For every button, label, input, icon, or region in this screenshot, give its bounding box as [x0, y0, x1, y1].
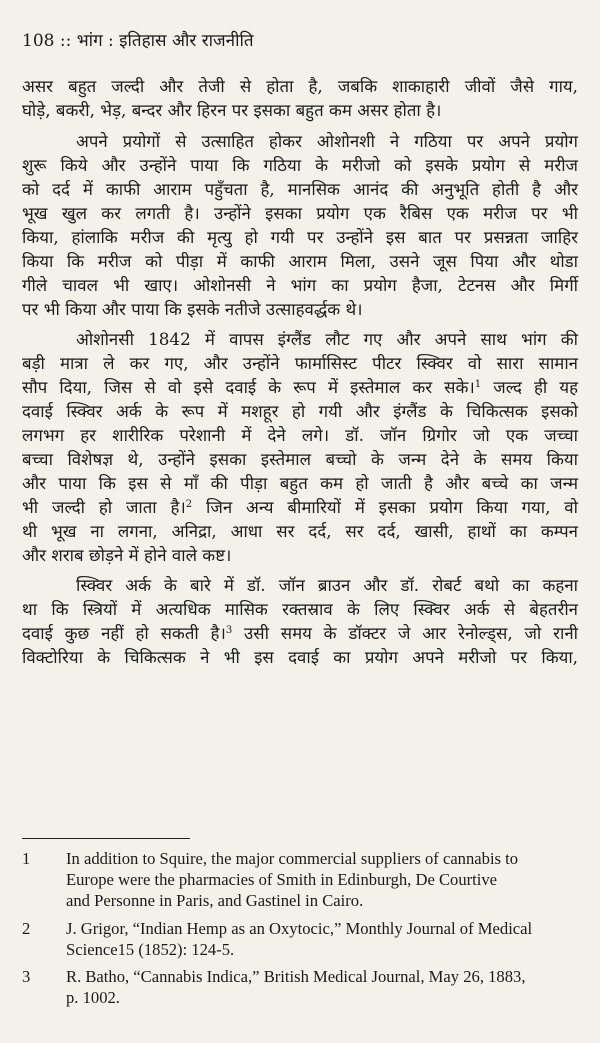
footnote-number: 2 — [22, 919, 31, 938]
body-line-text: बच्चा विशेषज्ञ थे, उन्होंने इसका इस्तेमाल बच्चो के जन्म देने के समय किया — [22, 449, 578, 469]
body-line — [76, 327, 578, 351]
footnote-reference[interactable]: 2 — [185, 499, 193, 510]
body-line — [22, 201, 578, 225]
body-line-text: बड़ी मात्रा ले कर गए, और उन्होंने फार्मासिस्ट पीटर स्क्विर वो सारा सामान — [22, 353, 578, 373]
footnote-reference[interactable]: 1 — [474, 379, 482, 390]
body-line — [22, 297, 578, 321]
footnote-text — [66, 966, 578, 1008]
body-line — [22, 399, 578, 423]
body-line-text: था कि स्त्रियों में अत्यधिक मासिक रक्तस्राव के लिए स्क्विर अर्क से बेहतरीन — [22, 599, 578, 619]
body-line-text: स्क्विर अर्क के बारे में डॉ. जॉन ब्राउन और डॉ. रोबर्ट बथो का कहना — [76, 575, 578, 595]
body-line — [22, 375, 578, 399]
body-line — [22, 645, 578, 669]
body-line-text: को दर्द में काफी आराम पहुँचता है, मानसिक आनंद की अनुभूति होती है और — [22, 179, 578, 199]
page-number: 108 — [22, 31, 55, 51]
footnote-line: and Personne in Paris, and Gastinel in Cairo. — [66, 891, 364, 910]
footnote-number: 3 — [22, 967, 31, 986]
body-line-text: उसी समय के डॉक्टर जे आर रेनोल्ड्स, जो रानी — [232, 623, 578, 643]
body-line-text: भी जल्दी हो जाता है। — [22, 497, 186, 517]
body-line — [22, 423, 578, 447]
body-line — [22, 249, 578, 273]
body-line-text: असर बहुत जल्दी और तेजी से होता है, जबकि शाकाहारी जीवों जैसे गाय, — [22, 76, 578, 96]
body-line-text: और पाया कि इस से माँ की पीड़ा बहुत कम हो जाती है और बच्चे का जन्म — [22, 473, 578, 493]
body-line-text: गीले चावल भी खाए। ओशोनसी ने भांग का प्रयोग हैजा, टेटनस और मिर्गी — [22, 275, 578, 295]
body-line — [22, 74, 578, 98]
body-line — [22, 471, 578, 495]
body-line-text: दवाई कुछ नहीं हो सकती है। — [22, 623, 226, 643]
body-line-text: किया कि मरीज को पीड़ा में काफी आराम मिला, उसने जूस पिया और थोडा — [22, 251, 578, 271]
body-line — [22, 447, 578, 471]
body-line — [22, 177, 578, 201]
body-line-text: ओशोनसी 1842 में वापस इंग्लैंड लौट गए और अपने साथ भांग की — [76, 329, 578, 349]
footnote-reference[interactable]: 3 — [225, 625, 233, 636]
body-line-text: अपने प्रयोगों से उत्साहित होकर ओशोनशी ने गठिया पर अपने प्रयोग — [76, 131, 578, 151]
body-line-text: पर भी किया और पाया कि इसके नतीजे उत्साहवर्द्धक थे। — [22, 299, 363, 319]
body-line — [22, 351, 578, 375]
body-line-text: शुरू किये और उन्होंने पाया कि गठिया के मरीजो को इसके प्रयोग से मरीज — [22, 155, 578, 175]
running-title: :: भांग : इतिहास और राजनीति — [59, 31, 254, 51]
body-line — [22, 597, 578, 621]
footnote-line: Science15 (1852): 124-5. — [66, 940, 235, 959]
footnote-line: In addition to Squire, the major commercial suppliers of cannabis to — [66, 849, 519, 868]
body-line-text: थी भूख ना लगना, अनिद्रा, आधा सर दर्द, सर दर्द, खासी, हाथों का कम्पन — [22, 521, 578, 541]
body-line — [22, 98, 578, 122]
footnote-line: p. 1002. — [66, 988, 120, 1007]
body-line-text: दवाई स्क्विर अर्क के रूप में मशहूर हो गयी और इंग्लैंड के चिकित्सक इसको — [22, 401, 578, 421]
running-header — [22, 30, 254, 52]
body-line-text: किया, हांलाकि मरीज की मृत्यु हो गयी पर उन्होंने इस बात पर प्रसन्नता जाहिर — [22, 227, 578, 247]
footnote-line: J. Grigor, “Indian Hemp as an Oxytocic,” Monthly Journal of Medical — [66, 919, 533, 938]
body-line — [22, 495, 578, 519]
footnote-line: R. Batho, “Cannabis Indica,” British Medical Journal, May 26, 1883, — [66, 967, 526, 986]
body-line-text: विक्टोरिया के चिकित्सक ने भी इस दवाई का प्रयोग अपने मरीजो पर किया, — [22, 647, 578, 667]
body-line — [22, 273, 578, 297]
footnote-text — [66, 918, 578, 960]
body-line — [76, 573, 578, 597]
footnote-line: Europe were the pharmacies of Smith in Edinburgh, De Courtive — [66, 870, 498, 889]
body-line-text: जल्द ही यह — [481, 377, 578, 397]
footnote-separator — [22, 838, 190, 839]
body-line-text: भूख खुल कर लगती है। उन्होंने इसका प्रयोग एक रैबिस एक मरीज पर भी — [22, 203, 578, 223]
body-line-text: लगभग हर शारीरिक परेशानी में देने लगे। डॉ. जॉन ग्रिगोर जो एक जच्चा — [22, 425, 578, 445]
body-line — [22, 225, 578, 249]
body-line — [22, 519, 578, 543]
body-line-text: जिन अन्य बीमारियों में इसका प्रयोग किया गया, वो — [192, 497, 578, 517]
body-line — [22, 621, 578, 645]
body-line — [22, 543, 578, 567]
body-line — [76, 129, 578, 153]
body-line — [22, 153, 578, 177]
body-line-text: घोड़े, बकरी, भेड़, बन्दर और हिरन पर इसका बहुत कम असर होता है। — [22, 100, 442, 120]
body-line-text: और शराब छोड़ने में होने वाले कष्ट। — [22, 545, 232, 565]
footnote-number: 1 — [22, 849, 31, 868]
body-line-text: सौप दिया, जिस से वो इसे दवाई के रूप में इस्तेमाल कर सके। — [22, 377, 475, 397]
footnote-text — [66, 848, 578, 911]
